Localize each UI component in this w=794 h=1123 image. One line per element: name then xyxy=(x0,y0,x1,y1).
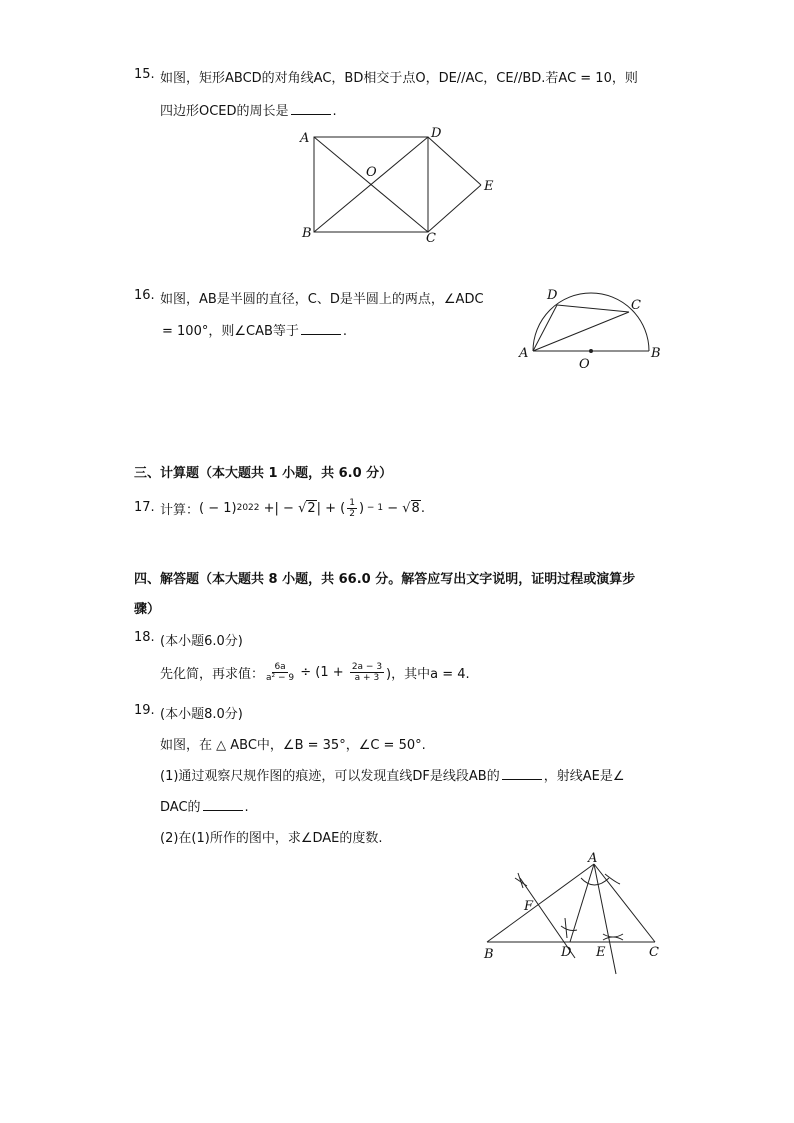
q15-label-a: A xyxy=(300,131,310,146)
q16-end: . xyxy=(342,324,348,339)
q17-term2-radicand: 2 xyxy=(307,501,316,516)
q19-intro: 如图，在 △ ABC中，∠B = 35°，∠C = 50°. xyxy=(160,738,426,753)
q17-term4-exponent: − 1 xyxy=(364,503,384,513)
section-4-title-line2: 骤） xyxy=(134,602,161,617)
q19-part2: (2)在(1)所作的图中，求∠DAE的度数. xyxy=(160,831,383,846)
q19-label-b: B xyxy=(484,947,494,962)
q19-label-c: C xyxy=(649,945,659,960)
section-4-title-line1: 四、解答题（本大题共 8 小题，共 66.0 分。解答应写出文字说明，证明过程或演算步 xyxy=(134,572,636,587)
arc-mark-e-2 xyxy=(603,937,623,940)
q19-label-d: D xyxy=(561,945,572,960)
q18-expression xyxy=(160,658,470,686)
q15-answer-blank[interactable] xyxy=(291,102,331,115)
q16-label-c: C xyxy=(631,298,641,313)
q19-part1-line2-text: DAC的 xyxy=(160,800,201,815)
segment-de xyxy=(428,137,481,185)
q16-answer-blank[interactable] xyxy=(301,322,341,335)
q15-text-line1: 如图，矩形ABCD的对角线AC，BD相交于点O，DE//AC，CE//BD.若AC = 10，则 xyxy=(160,71,638,86)
q17-term5: − xyxy=(383,500,403,516)
q18-suffix: )，其中a = 4. xyxy=(386,666,470,682)
q15-label-c: C xyxy=(426,231,436,245)
q17-fraction-top: 1 xyxy=(349,497,355,508)
q19-label-f: F xyxy=(524,899,534,914)
chord-ad xyxy=(533,305,557,351)
q18-score: (本小题6.0分) xyxy=(160,634,243,649)
q19-part1-mid: ，射线AE是∠ xyxy=(543,769,625,784)
q15-number: 15. xyxy=(134,67,155,82)
q16-number: 16. xyxy=(134,288,155,303)
angle-arc-at-a xyxy=(581,878,609,885)
q15-figure-rectangle xyxy=(295,125,505,245)
q18-prefix: 先化简，再求值： xyxy=(160,666,265,682)
q19-figure-triangle xyxy=(475,848,675,978)
q17-term5-radicand: 8 xyxy=(411,501,420,516)
q16-line2-text: = 100°，则∠CAB等于 xyxy=(162,324,299,339)
q18-fraction-1-bottom: a² − 9 xyxy=(266,672,295,683)
q19-number: 19. xyxy=(134,703,155,718)
chord-ac xyxy=(533,312,629,351)
q16-label-d: D xyxy=(547,288,558,303)
section-3-title: 三、计算题（本大题共 1 小题，共 6.0 分） xyxy=(134,466,393,481)
q18-number: 18. xyxy=(134,630,155,645)
q17-term2: +| − xyxy=(259,500,299,516)
q17-term3: | + ( xyxy=(316,500,346,516)
q18-fraction-2-bottom: a + 3 xyxy=(354,672,380,683)
q16-label-b: B xyxy=(651,346,661,361)
chord-dc xyxy=(557,305,629,312)
side-ac xyxy=(594,864,655,942)
q17-number: 17. xyxy=(134,500,155,515)
center-point-o xyxy=(589,349,593,353)
q16-figure-semicircle xyxy=(510,282,670,374)
q15-end: . xyxy=(332,104,337,119)
q17-fraction-bottom: 2 xyxy=(349,508,355,519)
q15-line2-text: 四边形OCED的周长是 xyxy=(160,104,289,119)
q18-fraction-1 xyxy=(266,662,294,683)
q15-label-d: D xyxy=(431,126,442,141)
segment-ce xyxy=(428,185,481,232)
q17-fraction xyxy=(347,498,357,519)
q18-mid: ÷ (1 + xyxy=(296,664,348,680)
q15-label-o: O xyxy=(366,165,377,180)
q18-fraction-2 xyxy=(350,662,384,683)
q19-part1-line1 xyxy=(160,765,624,784)
q19-part1-line2 xyxy=(160,796,249,815)
q19-answer-blank-2[interactable] xyxy=(203,798,243,811)
q17-term1-exponent: 2022 xyxy=(236,503,260,513)
q15-text-line2 xyxy=(160,100,337,119)
q16-text-line2 xyxy=(162,320,347,339)
q15-label-b: B xyxy=(302,226,312,241)
q16-label-a: A xyxy=(519,346,529,361)
q18-fraction-2-top: 2a − 3 xyxy=(351,661,383,672)
q16-label-o: O xyxy=(579,357,590,372)
q19-score: (本小题8.0分) xyxy=(160,707,243,722)
q19-part1-end: . xyxy=(244,800,249,815)
q17-expression: 计算： ( − 1) 2022 +| − √ 2 | + ( $\frac{1}{2}$ ) − 1 − √ 8 . xyxy=(160,497,425,519)
q17-term1: ( − 1) xyxy=(199,500,237,516)
arc-mark-lower-2 xyxy=(565,918,567,938)
q17-term4: ) xyxy=(358,500,365,516)
q17-end: . xyxy=(420,500,425,516)
q16-text-line1: 如图，AB是半圆的直径，C、D是半圆上的两点，∠ADC xyxy=(160,292,484,307)
q18-fraction-1-top: 6a xyxy=(274,661,286,672)
side-ab xyxy=(487,864,594,942)
q19-label-e: E xyxy=(596,945,606,960)
q17-prefix: 计算： xyxy=(160,502,200,518)
q19-answer-blank-1[interactable] xyxy=(502,767,542,780)
q15-label-e: E xyxy=(484,179,494,194)
q19-part1-text: (1)通过观察尺规作图的痕迹，可以发现直线DF是线段AB的 xyxy=(160,769,500,784)
q19-label-a: A xyxy=(588,851,598,866)
